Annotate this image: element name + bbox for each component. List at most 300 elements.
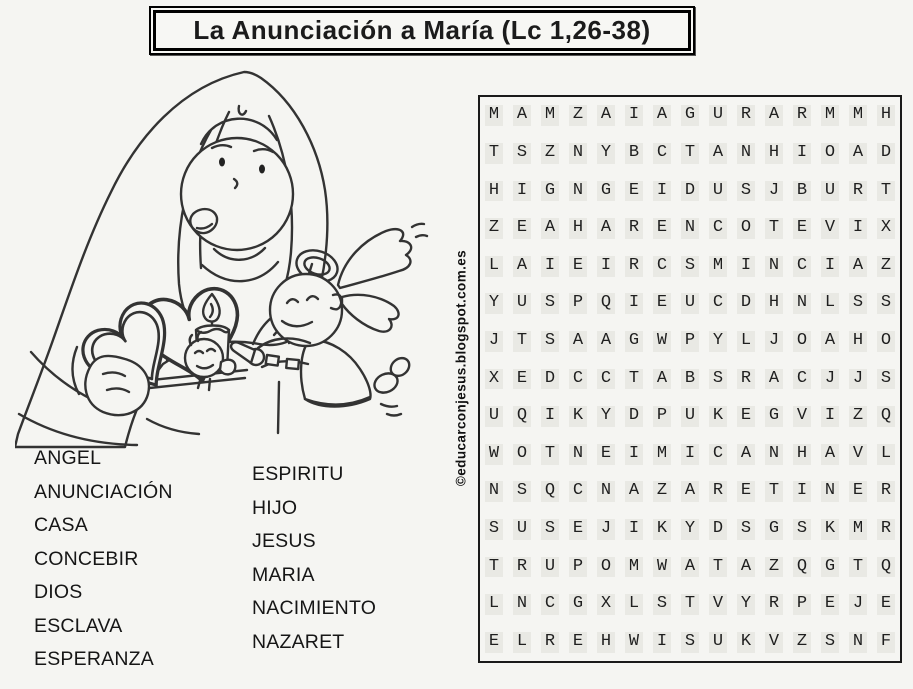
grid-letter: E [513,218,531,239]
grid-cell [872,435,900,473]
grid-cell [620,511,648,549]
grid-letter: A [681,557,699,578]
grid-letter: J [765,181,783,202]
grid-letter: W [653,557,671,578]
grid-cell [536,210,564,248]
grid-cell [844,435,872,473]
grid-cell [536,360,564,398]
grid-cell [564,172,592,210]
grid-letter: A [569,331,587,352]
grid-letter: D [681,181,699,202]
grid-letter: R [709,481,727,502]
grid-letter: Z [877,256,895,277]
grid-cell [564,398,592,436]
grid-cell [788,548,816,586]
grid-cell [816,172,844,210]
grid-cell [872,548,900,586]
grid-cell [564,511,592,549]
grid-cell [592,285,620,323]
grid-letter: H [765,293,783,314]
grid-letter: A [849,143,867,164]
watermark-text: ©educarconjesus.blogspot.com.es [453,249,469,487]
grid-letter: S [821,632,839,653]
grid-cell [732,172,760,210]
grid-cell [620,172,648,210]
grid-letter: C [653,256,671,277]
grid-letter: C [653,143,671,164]
grid-letter: S [737,519,755,540]
grid-cell [480,473,508,511]
grid-letter: I [821,406,839,427]
grid-cell [732,398,760,436]
grid-letter: E [737,481,755,502]
grid-cell [844,210,872,248]
grid-cell [508,473,536,511]
grid-letter: D [877,143,895,164]
grid-letter: I [541,406,559,427]
grid-cell [872,172,900,210]
grid-cell [508,360,536,398]
grid-cell [536,247,564,285]
grid-letter: D [737,293,755,314]
grid-letter: Z [793,632,811,653]
grid-cell [648,548,676,586]
mary-and-angel-illustration [15,52,460,450]
grid-letter: K [653,519,671,540]
grid-cell [620,473,648,511]
grid-letter: Q [877,557,895,578]
grid-letter: G [597,181,615,202]
grid-cell [844,285,872,323]
grid-cell [732,210,760,248]
grid-letter: N [849,632,867,653]
grid-letter: C [793,369,811,390]
grid-cell [592,473,620,511]
grid-letter: I [625,444,643,465]
grid-cell [648,360,676,398]
grid-letter: A [737,444,755,465]
grid-letter: E [513,369,531,390]
grid-cell [788,623,816,661]
grid-cell [704,623,732,661]
grid-letter: L [485,256,503,277]
grid-letter: Z [569,105,587,126]
grid-cell [844,586,872,624]
grid-cell [844,623,872,661]
grid-letter: N [485,481,503,502]
grid-cell [536,586,564,624]
grid-letter: S [877,369,895,390]
grid-letter: N [569,444,587,465]
grid-letter: U [709,632,727,653]
grid-cell [592,548,620,586]
grid-letter: X [877,218,895,239]
grid-cell [620,97,648,135]
grid-letter: C [569,369,587,390]
grid-cell [844,511,872,549]
grid-letter: A [597,105,615,126]
grid-cell [480,323,508,361]
grid-cell [648,172,676,210]
grid-letter: T [625,369,643,390]
grid-letter: I [793,143,811,164]
grid-cell [788,247,816,285]
grid-cell [536,323,564,361]
grid-cell [508,586,536,624]
grid-cell [620,135,648,173]
word-list-left [34,442,173,677]
grid-letter: X [597,594,615,615]
grid-letter: T [849,557,867,578]
grid-letter: V [821,218,839,239]
grid-letter: N [793,293,811,314]
grid-cell [508,548,536,586]
grid-cell [704,435,732,473]
grid-letter: A [765,369,783,390]
grid-cell [620,360,648,398]
grid-cell [788,285,816,323]
grid-cell [620,435,648,473]
grid-cell [704,135,732,173]
grid-letter: U [541,557,559,578]
grid-cell [732,285,760,323]
grid-letter: O [877,331,895,352]
page-title: La Anunciación a María (Lc 1,26-38) [193,15,651,45]
grid-letter: J [821,369,839,390]
grid-letter: S [513,481,531,502]
grid-letter: R [877,481,895,502]
grid-cell [844,135,872,173]
grid-letter: J [485,331,503,352]
grid-cell [564,586,592,624]
grid-cell [676,586,704,624]
grid-cell [760,285,788,323]
grid-letter: S [541,331,559,352]
grid-cell [620,285,648,323]
grid-cell [704,247,732,285]
grid-letter: G [821,557,839,578]
grid-cell [536,398,564,436]
grid-cell [872,586,900,624]
grid-letter: E [569,519,587,540]
grid-cell [844,247,872,285]
grid-cell [760,398,788,436]
grid-cell [508,285,536,323]
grid-cell [676,323,704,361]
grid-cell [508,247,536,285]
grid-letter: T [681,594,699,615]
grid-letter: N [597,481,615,502]
grid-letter: V [709,594,727,615]
grid-cell [704,172,732,210]
grid-cell [732,511,760,549]
grid-letter: R [737,369,755,390]
grid-letter: T [765,218,783,239]
grid-letter: E [653,218,671,239]
grid-cell [480,586,508,624]
grid-cell [676,360,704,398]
grid-cell [592,97,620,135]
grid-cell [676,623,704,661]
grid-letter: A [821,331,839,352]
grid-cell [508,97,536,135]
grid-cell [676,511,704,549]
grid-cell [760,135,788,173]
grid-cell [648,586,676,624]
grid-letter: C [793,256,811,277]
grid-letter: E [821,594,839,615]
grid-letter: C [709,444,727,465]
grid-letter: G [541,181,559,202]
grid-letter: R [737,105,755,126]
grid-letter: U [513,293,531,314]
grid-letter: P [681,331,699,352]
grid-letter: Z [653,481,671,502]
grid-letter: Q [541,481,559,502]
grid-cell [788,473,816,511]
grid-letter: Q [793,557,811,578]
grid-letter: I [821,256,839,277]
grid-cell [564,285,592,323]
grid-letter: Y [737,594,755,615]
grid-cell [872,97,900,135]
grid-cell [564,360,592,398]
grid-cell [592,172,620,210]
word-item: JESUS [252,530,316,553]
grid-letter: M [709,256,727,277]
grid-cell [676,435,704,473]
grid-cell [844,97,872,135]
grid-cell [592,586,620,624]
grid-cell [648,511,676,549]
grid-letter: A [513,256,531,277]
grid-letter: Y [597,406,615,427]
grid-letter: R [793,105,811,126]
grid-cell [508,435,536,473]
grid-cell [620,398,648,436]
grid-cell [536,97,564,135]
grid-letter: C [569,481,587,502]
grid-letter: G [569,594,587,615]
grid-letter: A [821,444,839,465]
grid-letter: Q [513,406,531,427]
grid-cell [536,172,564,210]
grid-letter: B [793,181,811,202]
grid-cell [480,285,508,323]
grid-letter: A [681,481,699,502]
grid-cell [844,360,872,398]
grid-letter: U [709,181,727,202]
grid-letter: S [485,519,503,540]
grid-letter: A [653,369,671,390]
grid-letter: I [737,256,755,277]
grid-letter: M [485,105,503,126]
grid-cell [788,360,816,398]
grid-letter: A [653,105,671,126]
grid-letter: B [625,143,643,164]
grid-cell [732,473,760,511]
grid-cell [788,398,816,436]
grid-cell [480,135,508,173]
grid-letter: A [849,256,867,277]
grid-cell [704,323,732,361]
grid-cell [648,210,676,248]
grid-letter: I [597,256,615,277]
grid-cell [788,97,816,135]
grid-cell [788,135,816,173]
grid-cell [816,586,844,624]
grid-cell [676,285,704,323]
grid-cell [648,398,676,436]
grid-letter: T [513,331,531,352]
grid-cell [536,135,564,173]
grid-cell [508,210,536,248]
grid-letter: M [849,105,867,126]
grid-cell [732,586,760,624]
grid-cell [872,511,900,549]
grid-cell [816,548,844,586]
grid-cell [760,360,788,398]
grid-cell [816,210,844,248]
grid-cell [760,586,788,624]
grid-letter: L [737,331,755,352]
grid-letter: D [709,519,727,540]
grid-letter: E [625,181,643,202]
grid-cell [564,548,592,586]
word-item: CONCEBIR [34,547,139,570]
grid-letter: K [821,519,839,540]
grid-letter: S [541,293,559,314]
grid-cell [816,623,844,661]
grid-letter: E [569,632,587,653]
grid-letter: N [569,181,587,202]
grid-letter: B [681,369,699,390]
grid-cell [760,172,788,210]
grid-cell [620,210,648,248]
grid-cell [704,398,732,436]
grid-letter: H [765,143,783,164]
grid-letter: A [625,481,643,502]
grid-cell [620,623,648,661]
grid-letter: Z [765,557,783,578]
grid-letter: S [793,519,811,540]
grid-letter: F [877,632,895,653]
grid-letter: U [681,406,699,427]
grid-letter: U [709,105,727,126]
grid-letter: V [849,444,867,465]
grid-letter: E [849,481,867,502]
grid-letter: X [485,369,503,390]
grid-cell [620,586,648,624]
grid-cell [508,135,536,173]
grid-cell [844,323,872,361]
grid-cell [480,210,508,248]
grid-letter: C [709,218,727,239]
grid-cell [732,135,760,173]
grid-letter: A [597,218,615,239]
word-item: MARIA [252,563,315,586]
grid-cell [732,623,760,661]
grid-letter: N [681,218,699,239]
grid-cell [592,323,620,361]
grid-letter: I [653,632,671,653]
grid-letter: N [737,143,755,164]
grid-cell [760,210,788,248]
grid-cell [732,323,760,361]
grid-letter: S [513,143,531,164]
grid-letter: A [737,557,755,578]
grid-cell [760,623,788,661]
title-inner-frame [153,10,691,51]
grid-cell [732,247,760,285]
grid-cell [872,360,900,398]
grid-letter: T [681,143,699,164]
grid-letter: O [737,218,755,239]
grid-cell [704,360,732,398]
grid-letter: E [653,293,671,314]
grid-letter: N [513,594,531,615]
grid-cell [816,135,844,173]
grid-letter: S [653,594,671,615]
grid-letter: H [793,444,811,465]
word-item: ESPERANZA [34,648,154,671]
grid-letter: A [513,105,531,126]
grid-cell [844,473,872,511]
grid-cell [592,623,620,661]
title-box [149,6,695,55]
grid-letter: U [821,181,839,202]
grid-letter: Y [709,331,727,352]
grid-letter: G [681,105,699,126]
grid-cell [760,548,788,586]
grid-cell [816,97,844,135]
grid-letter: L [625,594,643,615]
grid-cell [844,172,872,210]
grid-letter: T [485,557,503,578]
grid-cell [872,398,900,436]
grid-letter: E [569,256,587,277]
grid-cell [844,548,872,586]
grid-letter: G [765,406,783,427]
grid-letter: R [625,218,643,239]
grid-cell [480,172,508,210]
grid-cell [788,172,816,210]
grid-letter: Z [485,218,503,239]
grid-letter: O [597,557,615,578]
grid-letter: U [485,406,503,427]
grid-cell [592,247,620,285]
grid-letter: S [681,256,699,277]
grid-cell [760,323,788,361]
grid-letter: S [877,293,895,314]
grid-cell [536,548,564,586]
grid-cell [676,135,704,173]
grid-letter: G [625,331,643,352]
grid-letter: G [765,519,783,540]
grid-cell [648,473,676,511]
grid-cell [732,548,760,586]
grid-letter: N [765,256,783,277]
word-item: DIOS [34,581,83,604]
grid-cell [760,247,788,285]
grid-letter: M [653,444,671,465]
grid-cell [676,473,704,511]
grid-cell [564,435,592,473]
grid-letter: O [793,331,811,352]
grid-letter: M [625,557,643,578]
grid-cell [760,435,788,473]
grid-cell [564,323,592,361]
